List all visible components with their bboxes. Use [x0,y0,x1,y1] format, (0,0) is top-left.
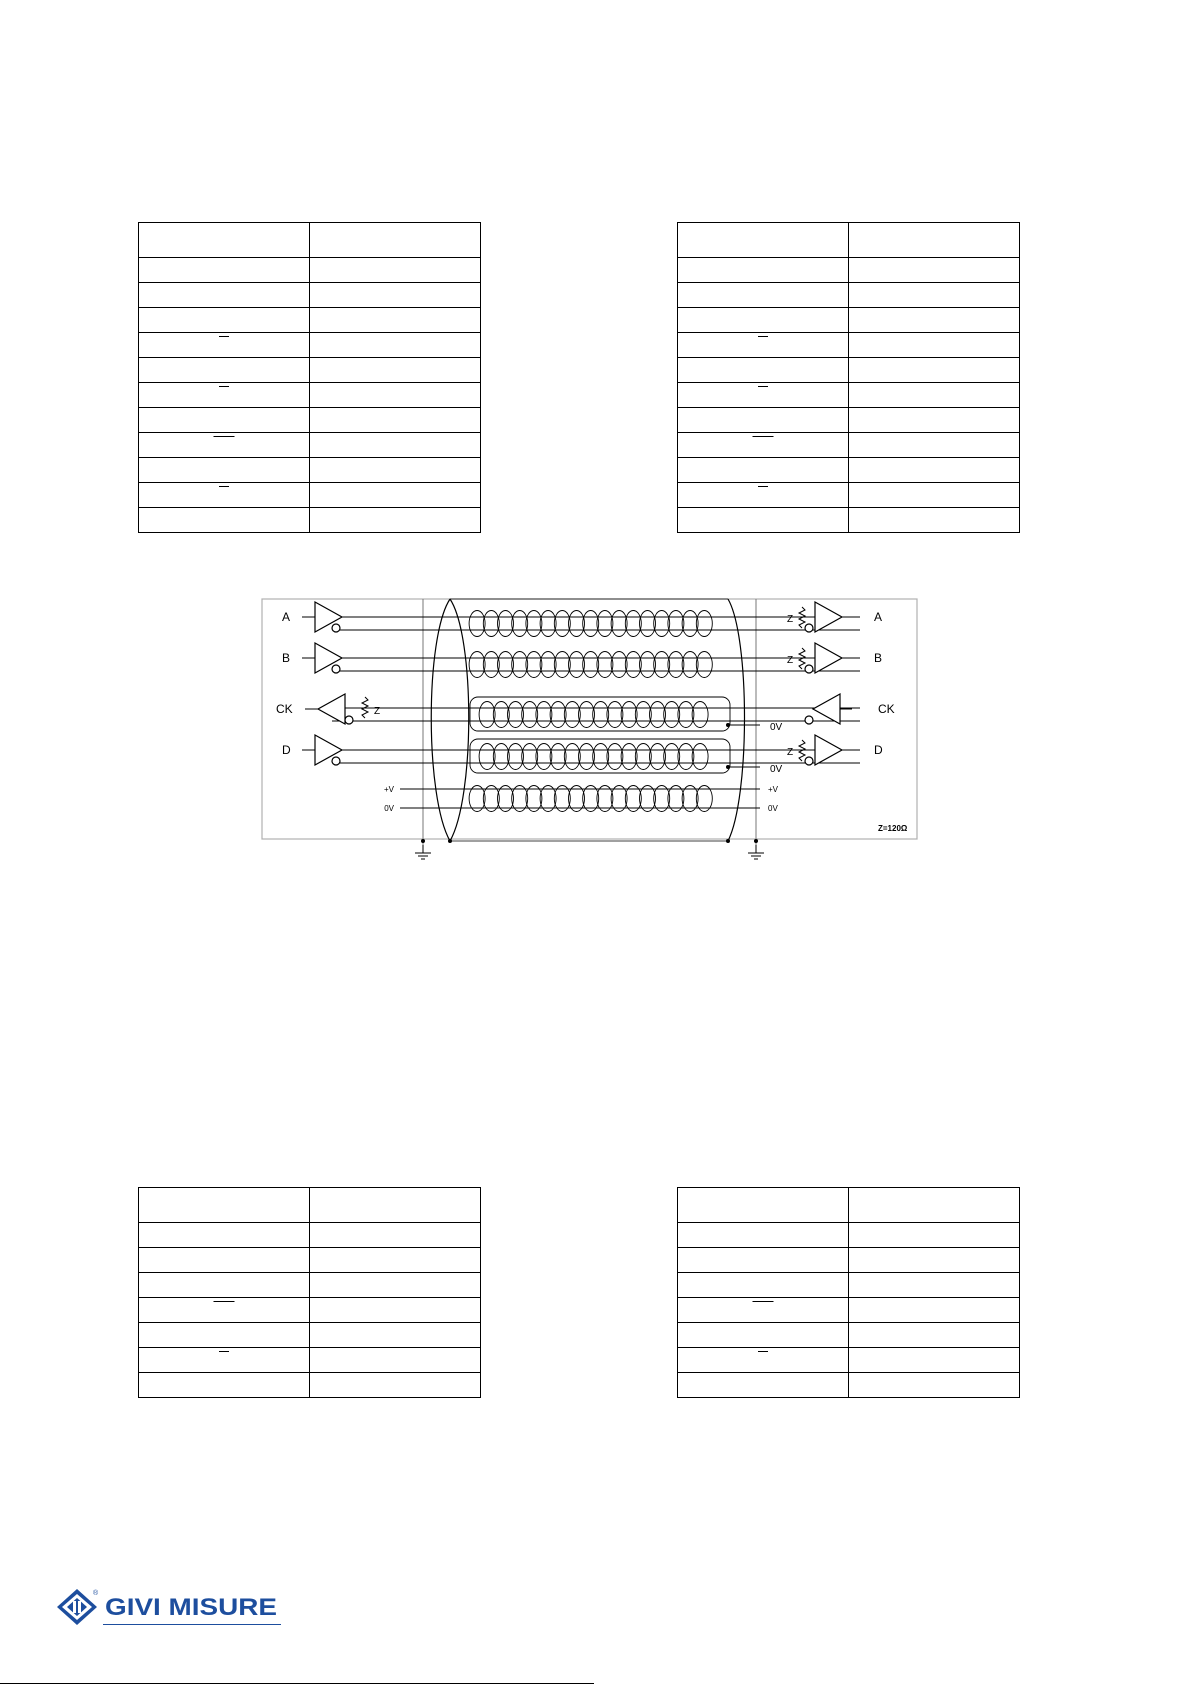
junction-dots [421,723,758,843]
left-input-stubs [302,617,318,750]
coil-turn [526,652,542,678]
twisted-pair-d [479,744,708,770]
coil-turn [583,652,599,678]
impedance-note: Z=120Ω [878,824,908,833]
resistor-label-right-d: Z [787,747,794,758]
coil-turn [593,744,609,770]
overline-mark [678,383,849,408]
shield-right-end [728,599,745,841]
shield-label-ck: 0V [770,722,783,733]
logo-diamond-icon [57,1589,97,1625]
coil-turn [498,611,514,637]
coil-turn [479,702,495,728]
coil-turn [664,744,680,770]
coil-turn [625,652,641,678]
coil-turn [696,611,712,637]
coil-turn [593,702,609,728]
coil-turn [564,702,580,728]
coil-turn [692,744,708,770]
coil-turn [682,652,698,678]
coil-turn [625,611,641,637]
signal-label-b-right: B [874,651,883,665]
coil-turn [550,744,566,770]
coil-turn [469,652,485,678]
coil-turn [640,611,656,637]
coil-turn [483,611,499,637]
coil-turn [611,652,627,678]
coil-turn [554,611,570,637]
coil-turn [522,744,538,770]
twisted-pair-a [469,611,712,637]
coil-turn [664,702,680,728]
coil-turn [540,611,556,637]
signal-wires [332,617,860,808]
signal-label-a-left: A [282,610,291,624]
coil-turn [654,652,670,678]
right-output-stubs [840,617,852,750]
coil-turn [569,611,585,637]
coil-turn [678,744,694,770]
logo-underline [103,1624,281,1625]
overline-mark [678,1348,849,1373]
pin-table-top-left [138,222,481,533]
coil-turn [597,611,613,637]
supply-label-right-zero: 0V [768,804,778,813]
supply-label-left-positive: +V [383,785,394,794]
coil-turn [579,702,595,728]
right-receivers [805,602,842,765]
coil-turn [668,611,684,637]
coil-turn [682,611,698,637]
signal-label-b-left: B [282,651,291,665]
coil-turn [564,744,580,770]
coil-turn [536,744,552,770]
resistor-label-right-b: Z [787,655,794,666]
signal-label-d-left: D [282,743,291,757]
shield-label-d: 0V [770,764,783,775]
overline-mark [139,1298,310,1323]
coil-turn [498,652,514,678]
coil-turn [508,702,524,728]
overline-mark [678,483,849,508]
coil-turn [611,611,627,637]
signal-label-d-right: D [874,743,883,757]
overline-mark [139,483,310,508]
coil-turn [493,744,509,770]
coil-turn [540,652,556,678]
givi-misure-logo [55,1585,285,1629]
coil-turn [554,652,570,678]
pin-table-top-right [677,222,1020,533]
coil-turn [493,702,509,728]
signal-label-ck-left: CK [276,702,293,716]
overline-mark [678,433,849,458]
coil-turn [526,611,542,637]
line-driver-wiring-diagram [260,597,920,867]
supply-label-left-zero: 0V [384,804,394,813]
coil-turn [678,702,694,728]
left-drivers [315,602,353,765]
coil-turn [640,652,656,678]
coil-turn [668,652,684,678]
overline-mark [678,333,849,358]
coil-turn [654,611,670,637]
logo-registered-mark: ® [93,1590,99,1597]
logo-wordmark: GIVI MISURE [105,1594,277,1621]
twisted-pair-ck [479,702,708,728]
signal-label-ck-right: CK [878,702,895,716]
resistor-label-right-a: Z [787,614,794,625]
coil-turn [621,744,637,770]
coil-turn [569,652,585,678]
overline-mark [139,333,310,358]
supply-label-right-positive: +V [768,785,779,794]
overline-mark [139,383,310,408]
coil-turn [522,702,538,728]
coil-turn [579,744,595,770]
overline-mark [139,433,310,458]
signal-label-a-right: A [874,610,883,624]
coil-turn [536,702,552,728]
coil-turn [512,611,528,637]
coil-turn [607,744,623,770]
coil-turn [650,702,666,728]
coil-turn [479,744,495,770]
coil-turn [483,652,499,678]
coil-turn [696,652,712,678]
pin-table-bottom-right [677,1187,1020,1398]
shield-left-end-back [450,599,469,841]
coil-turn [508,744,524,770]
coil-turn [635,744,651,770]
ground-symbols [415,845,764,859]
coil-turn [512,652,528,678]
twisted-pair-b [469,652,712,678]
overline-mark [139,1348,310,1373]
coil-turn [597,652,613,678]
overline-mark [678,1298,849,1323]
footer-rule [0,1683,594,1684]
coil-turn [635,702,651,728]
coil-turn [650,744,666,770]
coil-turn [469,611,485,637]
resistor-label-left-ck: Z [374,706,381,717]
coil-turn [583,611,599,637]
coil-turn [550,702,566,728]
coil-turn [607,702,623,728]
coil-turn [692,702,708,728]
pin-table-bottom-left [138,1187,481,1398]
diagram-frame [262,599,917,839]
twisted-pairs [469,611,712,812]
shield-left-end [431,599,450,841]
coil-turn [621,702,637,728]
